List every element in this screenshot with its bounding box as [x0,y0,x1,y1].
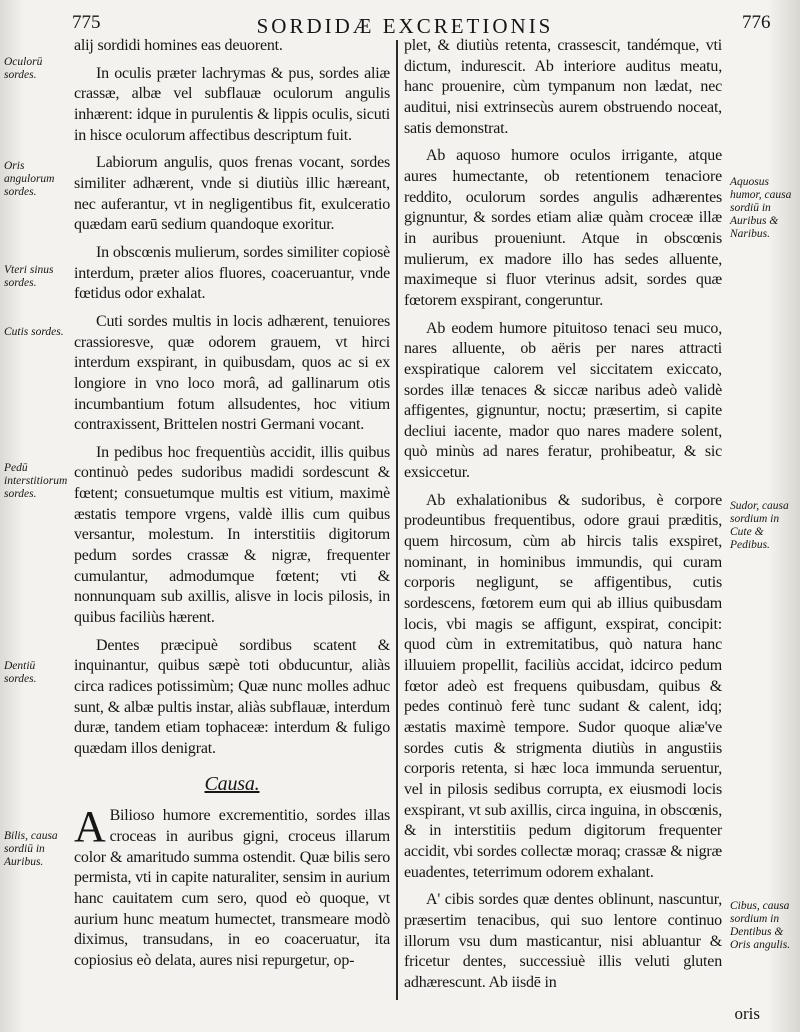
paragraph: In obscœnis mulierum, sordes similiter copiosè interdum, præter alios fluores, coaceruantur, vnde fœtidus odor exhalat. [74,243,390,303]
causa-paragraph [74,802,390,971]
causa-text: Bilioso humore excrementitio, sordes illas croceas in auribus gigni, croceus illarum color & amaritudo summa ostendit. Quæ bilis sero permista, vti in capite naturaliter, sensim in aurium hanc cauitatem cum sero, quod eò quoque, vt aurium hunc meatum humectet, transmeare modò diximus, transudans, in eo coaceruatur, ita copiosius eò delata, aures nisi repurgetur, op- [74,807,390,969]
left-column [74,36,390,979]
margin-note-pedum: Pedū interstitiorum sordes. [4,462,68,500]
margin-note-sudor: Sudor, causa sordium in Cute & Pedibus. [730,500,789,551]
catchword: oris [734,1004,760,1023]
running-title: SORDIDÆ EXCRETIONIS [256,14,554,38]
paragraph: Ab exhalationibus & sudoribus, è corpore prodeuntibus frequentibus, odore graui præditis, quem hircosum, cùm ab hircis talis exspiret, nominant, in hominibus immundis, qui curam corporis negligunt, se affigentibus, cutis sordescens, fœtorem eum qui ab illius quibusdam locis, vbi magis se affigunt, exspirat, concipit: quod cùm in extremitatibus, quò natura hanc illuuiem propellit, faciliùs accidat, idcirco pedum fœtor adeò est frequens quibusdam, quibus & pedes continuò ferè tunc sudant & calent, idq; æstatis maximè tempore. Sudor quoque aliæ've sordes cutis & strigmenta diutiùs in angustiis corporis retenta, si hæc loca immunda seruentur, vel in pilosis sedibus corrupta, ex eiusmodi locis exspirant, vt sub axillis, circa inguina, in obscœnis, & in interstitiis pedum digitorum frequenter accidit, vbi sordes collectæ moraq; crassæ & nigræ euadentes, teterrimum odorem exhalant. [404,491,722,881]
paragraph: Cuti sordes multis in locis adhærent, tenuiores crassioresve, quæ odorem grauem, vt hirci interdum exspirant, in quibusdam, quos ac si ex longiore in vno loco morâ, ad gallinarum otis incumbantium fotum allsudentes, hoc vitium contraxissent, Brittelen nostri Germani vocant. [74,312,390,434]
paragraph: alij sordidi homines eas deuorent. [74,37,283,54]
running-head [0,6,800,40]
paragraph: plet, & diutiùs retenta, crassescit, tandémque, vti dictum, indurescit. Ab interiore auditus meatu, hanc prouenire, cùm tympanum non lædat, nec auditui, nisi extrinsecùs aurem obstruendo noceat, satis demonstrat. [404,37,722,137]
paragraph: Labiorum angulis, quos frenas vocant, sordes similiter adhærent, vnde si diutiùs illic hæreant, nec auferantur, vt in negligentibus fit, exulceratio quædam earū sedium quandoque exoritur. [74,154,390,234]
margin-note-dentium: Dentiū sordes. [4,660,37,685]
paragraph: Dentes præcipuè sordibus scatent & inquinantur, quibus sæpè toti obducuntur, aliàs circa radices potissimùm; Quæ nunc molles adhuc sunt, & albæ pultis instar, aliàs subflauæ, interdum duræ, tandem etiam tophaceæ: interdum & fuligo quædam illos denigrat. [74,636,390,757]
margin-note-aquosus: Aquosus humor, causa sordiū in Auribus & Naribus. [730,176,792,240]
drop-cap: A [74,802,106,852]
paragraph: A' cibis sordes quæ dentes oblinunt, nascuntur, præsertim tenacibus, qui suo lentore continuo illorum vsu dum masticantur, nisi abluantur & fricetur dentes, successiuè illis veluti gluten adhærescunt. Ab iisdē in [404,891,722,991]
margin-note-oris: Oris angulorum sordes. [4,160,55,198]
paragraph: Ab aquoso humore oculos irrigante, atque aures humectante, ob retentionem tenaciore reddito, oculorum sordes angulis adhærentes gignuntur, & sordes etiam aliæ quàm croceæ illæ in auribus proueniunt. Atque in obscœnis mulierum, ex madore illo has sedes alluente, maximeque si fluor vterinus adsit, sordes quæ fœtorem exspirant, congeruntur. [404,147,722,309]
paragraph: In pedibus hoc frequentiùs accidit, illis quibus continuò pedes sudoribus madidi sordescunt & fœtent; consuetumque multis est vitium, maximè æstatis tempore vrgens, valdè illis cum quibus versantur, molestum. In interstitiis digitorum pedum sordes crassæ & nigræ, frequenter cumulantur, admodumque fœtent; vti & nonnunquam sub axillis, alisve in locis pilosis, in quibus faciliùs hærent. [74,443,390,627]
margin-note-cutis: Cutis sordes. [4,326,64,338]
margin-note-vteri: Vteri sinus sordes. [4,264,54,289]
margin-note-cibus: Cibus, causa sordium in Dentibus & Oris angulis. [730,900,791,951]
margin-note-oculorum: Oculorū sordes. [4,56,43,81]
page-number-left: 775 [72,12,101,33]
right-column [404,36,722,1001]
column-divider [396,40,398,1000]
paragraph: In oculis præter lachrymas & pus, sordes aliæ crassæ, albæ vel subflauæ oculorum angulis inhærent: idque in purulentis & lippis oculis, sicuti in hisce oculorum affectibus descriptum fuit. [74,64,390,144]
paragraph: Ab eodem humore pituitoso tenaci seu muco, nares alluente, ob aëris per nares attracti exspiratique calorem vel siccitatem exiccato, sordes illæ tenaces & siccæ naribus adeò validè affigentes, gignuntur, noctu; præsertim, si capite decliui iacente, mador quo nares madere solent, quò minùs ad nares feratur, prohibeatur, & sic exsiccetur. [404,319,722,482]
margin-note-bilis: Bilis, causa sordiū in Auribus. [4,830,58,868]
page-number-right: 776 [742,12,771,33]
section-title: Causa. [204,772,260,795]
